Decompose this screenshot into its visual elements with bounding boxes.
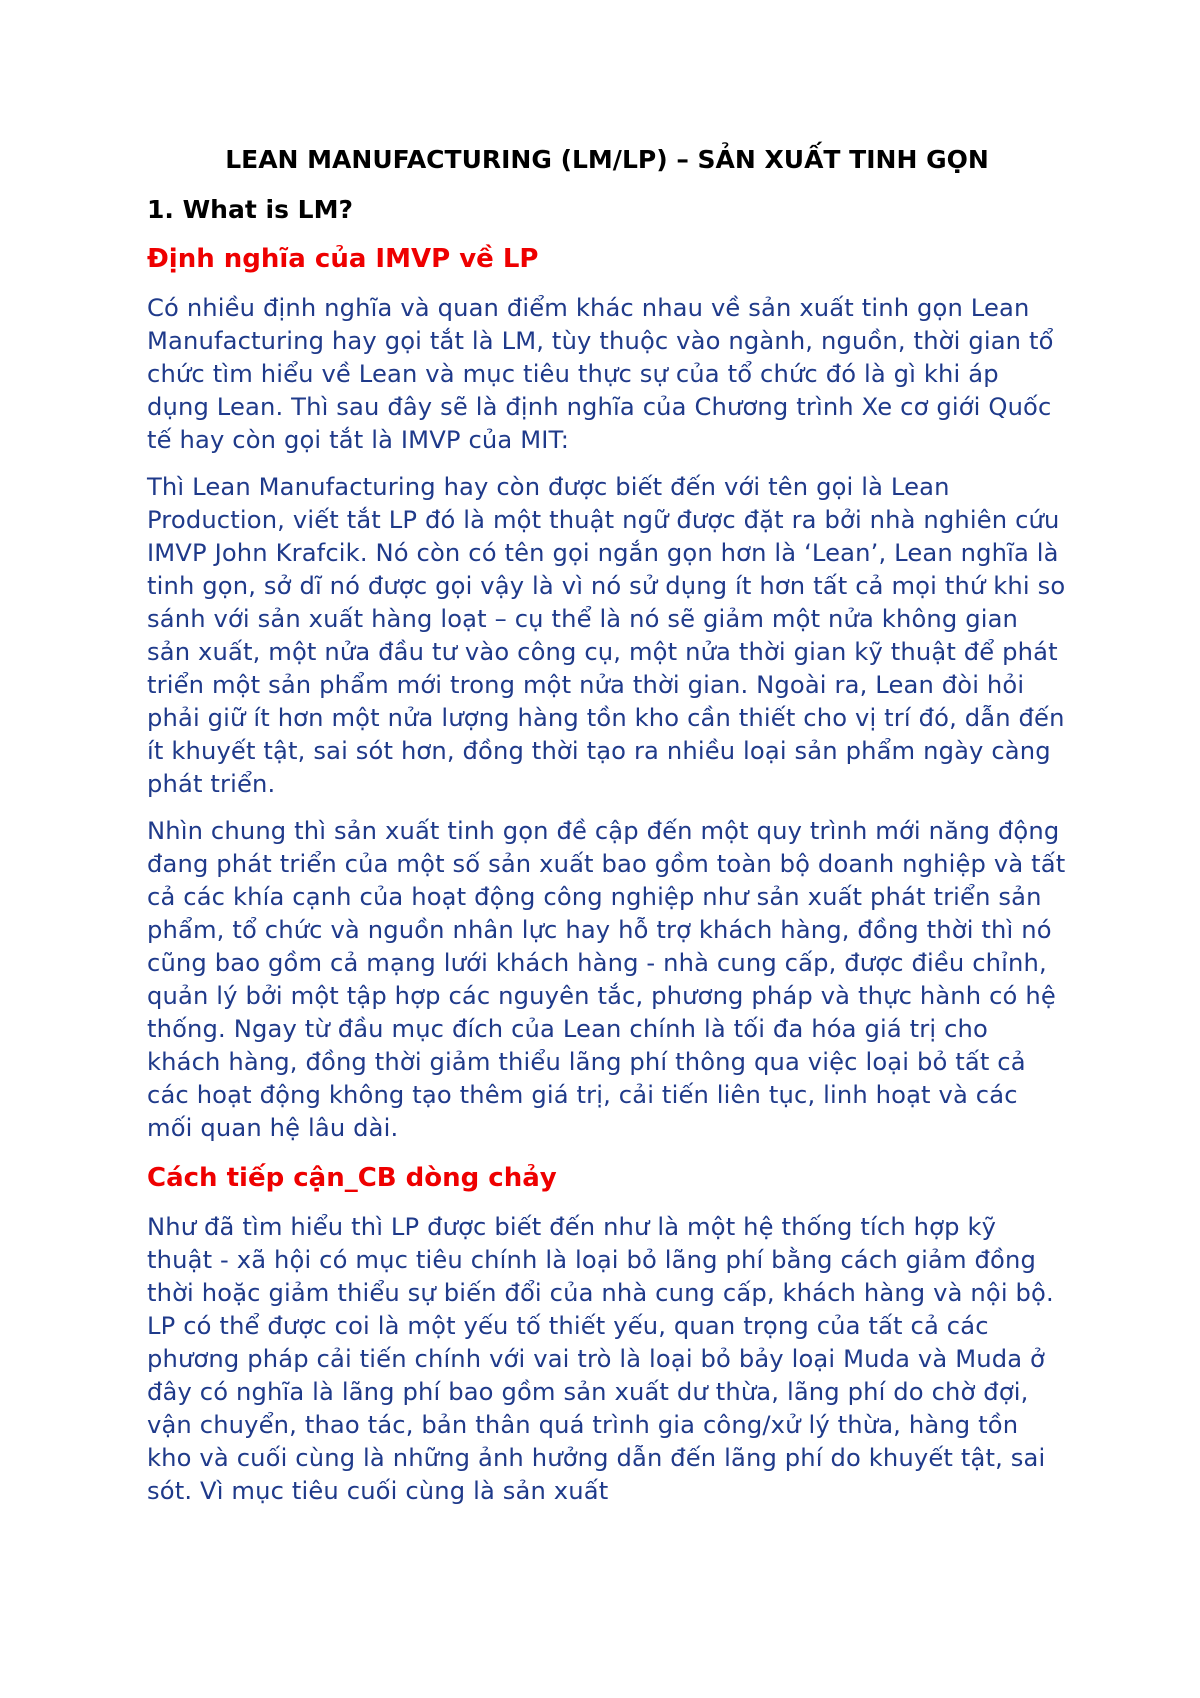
paragraph-lp-system: Như đã tìm hiểu thì LP được biết đến như là một hệ thống tích hợp kỹ thuật - xã hội có mục tiêu chính là loại bỏ lãng phí bằng cách giảm đồng thời hoặc giảm thiểu sự biến đổi của nhà cung cấp, khách hàng và nội bộ. LP có thể được coi là một yếu tố thiết yếu, quan trọng của tất cả các phương pháp cải tiến chính với vai trò là loại bỏ bảy loại Muda và Muda ở đây có nghĩa là lãng phí bao gồm sản xuất dư thừa, lãng phí do chờ đợi, vận chuyển, thao tác, bản thân quá trình gia công/xử lý thừa, hàng tồn kho và cuối cùng là những ảnh hưởng dẫn đến lãng phí do khuyết tật, sai sót. Vì mục tiêu cuối cùng là sản xuất (147, 1213, 1054, 1505)
paragraph-definitions-intro: Có nhiều định nghĩa và quan điểm khác nhau về sản xuất tinh gọn Lean Manufacturing hay gọi tắt là LM, tùy thuộc vào ngành, nguồn, thời gian tổ chức tìm hiểu về Lean và mục tiêu thực sự của tổ chức đó là gì khi áp dụng Lean. Thì sau đây sẽ là định nghĩa của Chương trình Xe cơ giới Quốc tế hay còn gọi tắt là IMVP của MIT: (147, 294, 1054, 454)
document-body (147, 142, 1067, 1522)
paragraph-lean-overview: Nhìn chung thì sản xuất tinh gọn đề cập đến một quy trình mới năng động đang phát triển của một số sản xuất bao gồm toàn bộ doanh nghiệp và tất cả các khía cạnh của hoạt động công nghiệp như sản xuất phát triển sản phẩm, tổ chức và nguồn nhân lực hay hỗ trợ khách hàng, đồng thời thì nó cũng bao gồm cả mạng lưới khách hàng - nhà cung cấp, được điều chỉnh, quản lý bởi một tập hợp các nguyên tắc, phương pháp và thực hành có hệ thống. Ngay từ đầu mục đích của Lean chính là tối đa hóa giá trị cho khách hàng, đồng thời giảm thiểu lãng phí thông qua việc loại bỏ tất cả các hoạt động không tạo thêm giá trị, cải tiến liên tục, linh hoạt và các mối quan hệ lâu dài. (147, 817, 1066, 1142)
document-title: LEAN MANUFACTURING (LM/LP) – SẢN XUẤT TINH GỌN (225, 145, 989, 174)
subheading-flow-approach: Cách tiếp cận_CB dòng chảy (147, 1163, 557, 1193)
section-heading-what-is-lm: 1. What is LM? (147, 195, 353, 224)
subheading-imvp-definition: Định nghĩa của IMVP về LP (147, 244, 539, 274)
paragraph-lean-production: Thì Lean Manufacturing hay còn được biết đến với tên gọi là Lean Production, viết tắt LP đó là một thuật ngữ được đặt ra bởi nhà nghiên cứu IMVP John Krafcik. Nó còn có tên gọi ngắn gọn hơn là ‘Lean’, Lean nghĩa là tinh gọn, sở dĩ nó được gọi vậy là vì nó sử dụng ít hơn tất cả mọi thứ khi so sánh với sản xuất hàng loạt – cụ thể là nó sẽ giảm một nửa không gian sản xuất, một nửa đầu tư vào công cụ, một nửa thời gian kỹ thuật để phát triển một sản phẩm mới trong một nửa thời gian. Ngoài ra, Lean đòi hỏi phải giữ ít hơn một nửa lượng hàng tồn kho cần thiết cho vị trí đó, dẫn đến ít khuyết tật, sai sót hơn, đồng thời tạo ra nhiều loại sản phẩm ngày càng phát triển. (147, 473, 1066, 798)
